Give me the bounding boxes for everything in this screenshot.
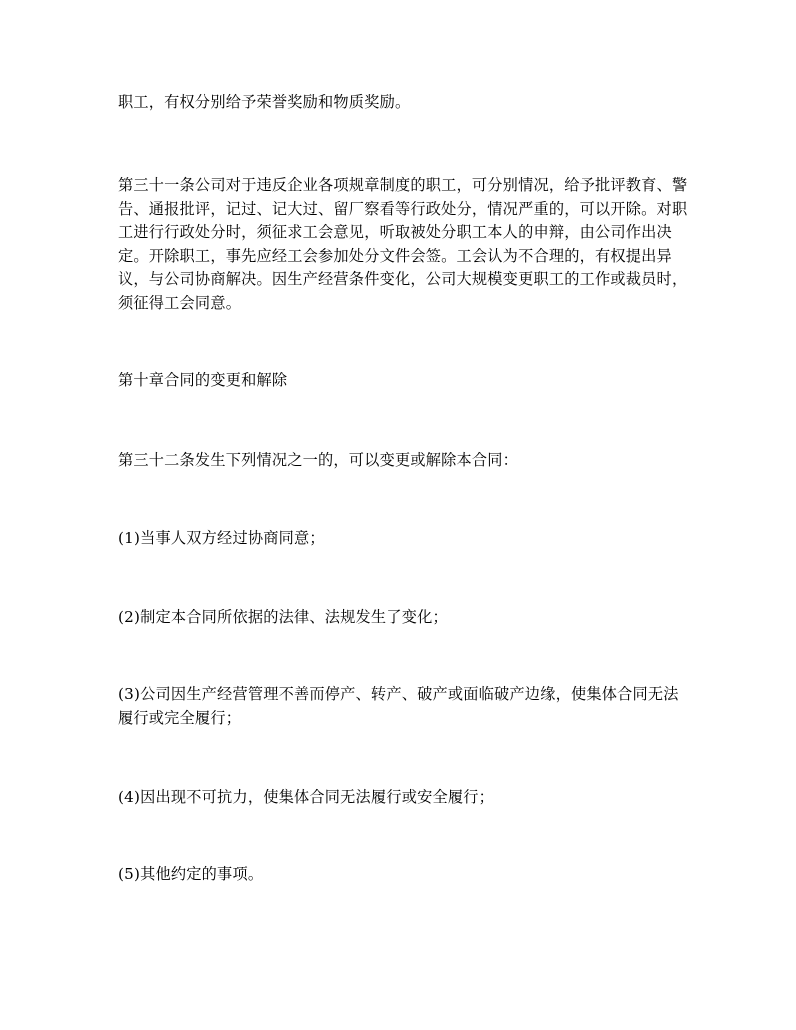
paragraph-commendation-tail: 职工，有权分别给予荣誉奖励和物质奖励。 bbox=[118, 93, 411, 111]
chapter-10-heading: 第十章合同的变更和解除 bbox=[118, 371, 288, 389]
list-item-4: (4)因出现不可抗力，使集体合同无法履行或安全履行； bbox=[118, 788, 495, 806]
list-item-2: (2)制定本合同所依据的法律、法规发生了变化； bbox=[118, 608, 448, 626]
paragraph-article-32: 第三十二条发生下列情况之一的，可以变更或解除本合同： bbox=[118, 451, 519, 469]
list-item-1: (1)当事人双方经过协商同意； bbox=[118, 529, 325, 547]
list-item-3: (3)公司因生产经营管理不善而停产、转产、破产或面临破产边缘，使集体合同无法履行或完全履行； bbox=[118, 685, 679, 727]
paragraph-article-31: 第三十一条公司对于违反企业各项规章制度的职工，可分别情况，给予批评教育、警告、通报批评，记过、记大过、留厂察看等行政处分，情况严重的，可以开除。对职工进行行政处分时，须征求工会意见，听取被处分职工本人的申辩，由公司作出决定。开除职工，事先应经工会参加处分文件会签。工会认为不合理的，有权提出异议，与公司协商解决。因生产经营条件变化，公司大规模变更职工的工作或裁员时，须征得工会同意。 bbox=[118, 176, 688, 312]
list-item-5: (5)其他约定的事项。 bbox=[118, 865, 264, 883]
